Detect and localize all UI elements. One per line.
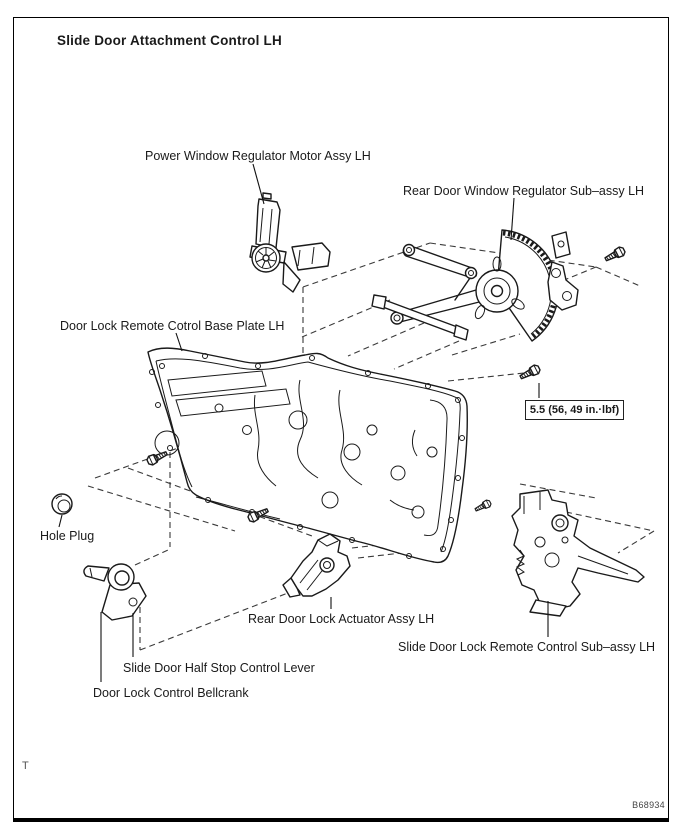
power-window-motor-drawing [250,193,330,292]
base-plate-drawing [148,348,467,562]
remote-control-drawing [512,490,644,616]
page-title: Slide Door Attachment Control LH [57,33,282,48]
label-bellcrank: Door Lock Control Bellcrank [93,686,249,700]
label-base-plate: Door Lock Remote Cotrol Base Plate LH [60,319,285,333]
label-hole-plug: Hole Plug [40,529,95,543]
footer-mark: T [22,760,29,772]
lock-actuator-drawing [283,534,350,597]
label-window-regulator: Rear Door Window Regulator Sub–assy LH [403,184,645,198]
label-lock-actuator: Rear Door Lock Actuator Assy LH [248,612,435,626]
figure-code: B68934 [632,800,665,810]
window-regulator-drawing [372,230,578,341]
label-power-window-motor: Power Window Regulator Motor Assy LH [145,149,371,163]
label-half-stop-lever: Slide Door Half Stop Control Lever [123,661,315,675]
label-remote-control: Slide Door Lock Remote Control Sub–assy LH [398,640,656,654]
hole-plug-drawing [52,494,72,514]
torque-spec-callout: 5.5 (56, 49 in.·lbf) [525,400,624,420]
bellcrank-drawing [84,564,146,620]
